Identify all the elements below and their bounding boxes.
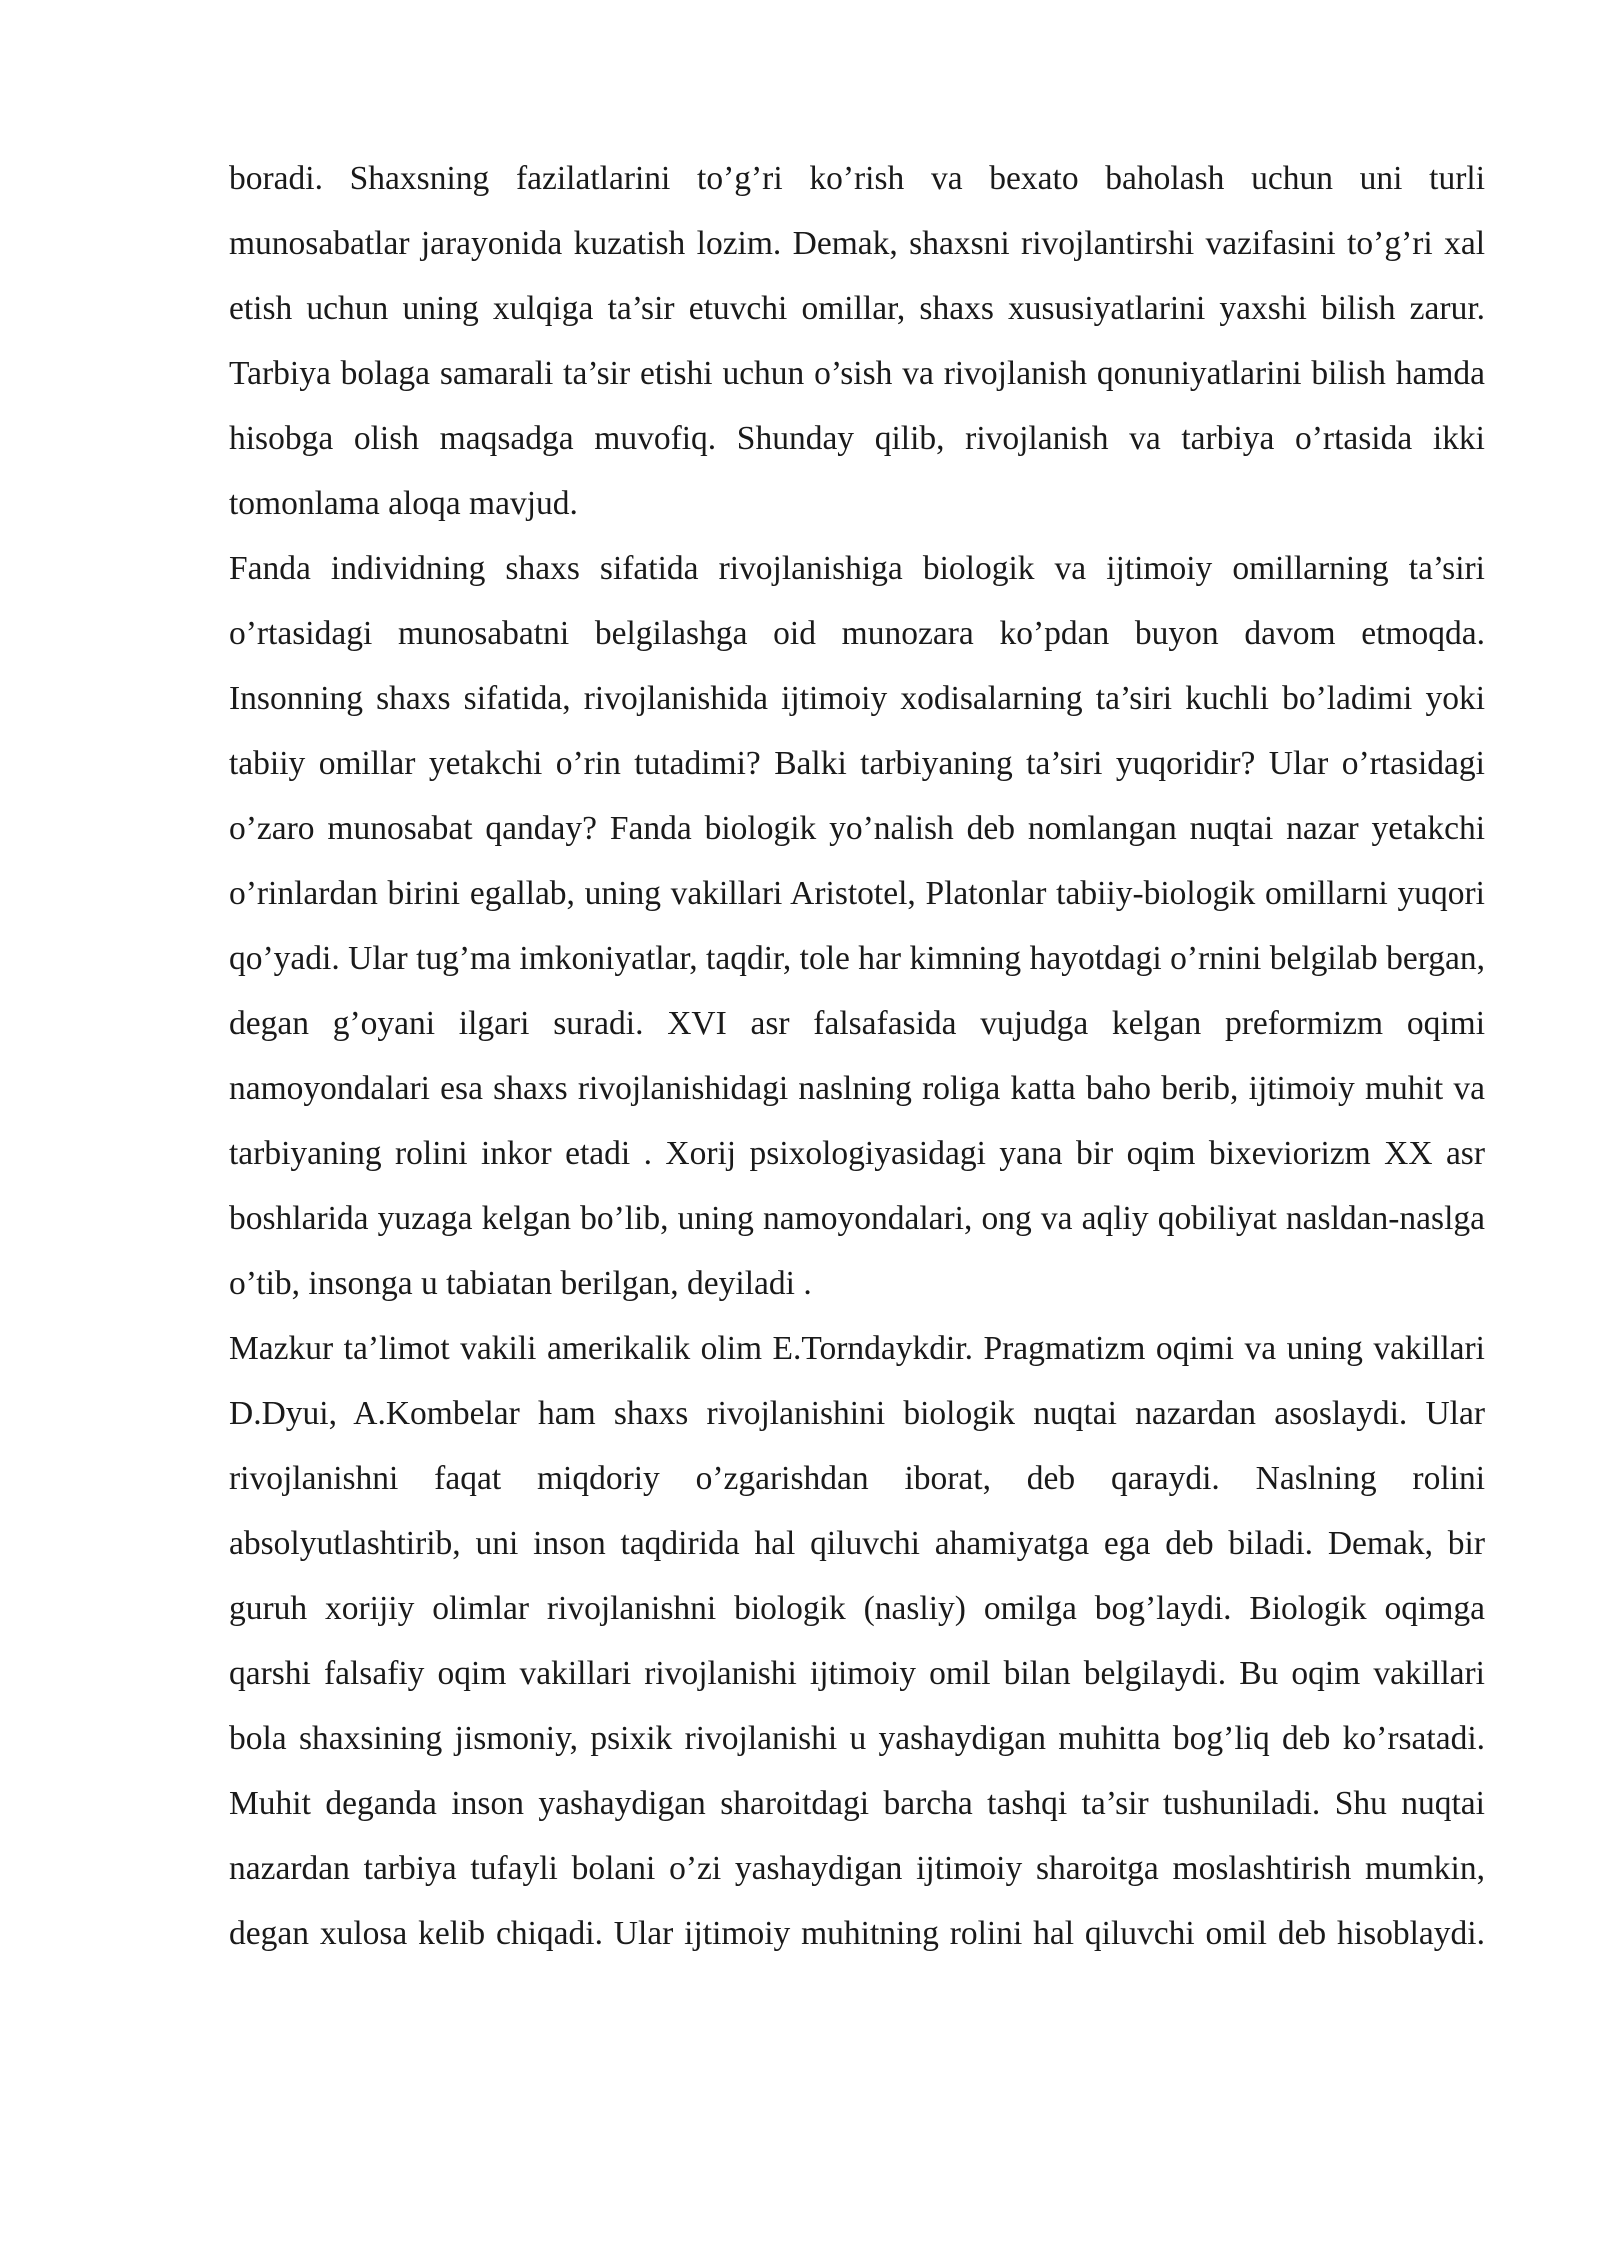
- document-body: [229, 146, 1485, 1966]
- paragraph-2: Fanda individning shaxs sifatida rivojlanishiga biologik va ijtimoiy omillarning ta’siri o’rtasidagi munosabatni belgilashga oid munozara ko’pdan buyon davom etmoqda. Insonning shaxs sifatida, rivojlanishida ijtimoiy xodisalarning ta’siri kuchli bo’ladimi yoki tabiiy omillar yetakchi o’rin tutadimi? Balki tarbiyaning ta’siri yuqoridir? Ular o’rtasidagi o’zaro munosabat qanday? Fanda biologik yo’nalish deb nomlangan nuqtai nazar yetakchi o’rinlardan birini egallab, uning vakillari Aristotel, Platonlar tabiiy-biologik omillarni yuqori qo’yadi. Ular tug’ma imkoniyatlar, taqdir, tole har kimning hayotdagi o’rnini belgilab bergan, degan g’oyani ilgari suradi. XVI asr falsafasida vujudga kelgan preformizm oqimi namoyondalari esa shaxs rivojlanishidagi naslning roliga katta baho berib, ijtimoiy muhit va tarbiyaning rolini inkor etadi . Xorij psixologiyasidagi yana bir oqim bixeviorizm XX asr boshlarida yuzaga kelgan bo’lib, uning namoyondalari, ong va aqliy qobiliyat nasldan-naslga o’tib, insonga u tabiatan berilgan, deyiladi .: [229, 550, 1485, 1302]
- paragraph-3: Mazkur ta’limot vakili amerikalik olim E.Torndaykdir. Pragmatizm oqimi va uning vakillari D.Dyui, A.Kombelar ham shaxs rivojlanishini biologik nuqtai nazardan asoslaydi. Ular rivojlanishni faqat miqdoriy o’zgarishdan iborat, deb qaraydi. Naslning rolini absolyutlashtirib, uni inson taqdirida hal qiluvchi ahamiyatga ega deb biladi. Demak, bir guruh xorijiy olimlar rivojlanishni biologik (nasliy) omilga bog’laydi. Biologik oqimga qarshi falsafiy oqim vakillari rivojlanishi ijtimoiy omil bilan belgilaydi. Bu oqim vakillari bola shaxsining jismoniy, psixik rivojlanishi u yashaydigan muhitta bog’liq deb ko’rsatadi. Muhit deganda inson yashaydigan sharoitdagi barcha tashqi ta’sir tushuniladi. Shu nuqtai nazardan tarbiya tufayli bolani o’zi yashaydigan ijtimoiy sharoitga moslashtirish mumkin, degan xulosa kelib chiqadi. Ular ijtimoiy muhitning rolini hal qiluvchi omil deb hisoblaydi.: [229, 1330, 1485, 1952]
- paragraph-1: boradi. Shaxsning fazilatlarini to’g’ri ko’rish va bexato baholash uchun uni turli munosabatlar jarayonida kuzatish lozim. Demak, shaxsni rivojlantirshi vazifasini to’g’ri xal etish uchun uning xulqiga ta’sir etuvchi omillar, shaxs xususiyatlarini yaxshi bilish zarur. Tarbiya bolaga samarali ta’sir etishi uchun o’sish va rivojlanish qonuniyatlarini bilish hamda hisobga olish maqsadga muvofiq. Shunday qilib, rivojlanish va tarbiya o’rtasida ikki tomonlama aloqa mavjud.: [229, 160, 1485, 522]
